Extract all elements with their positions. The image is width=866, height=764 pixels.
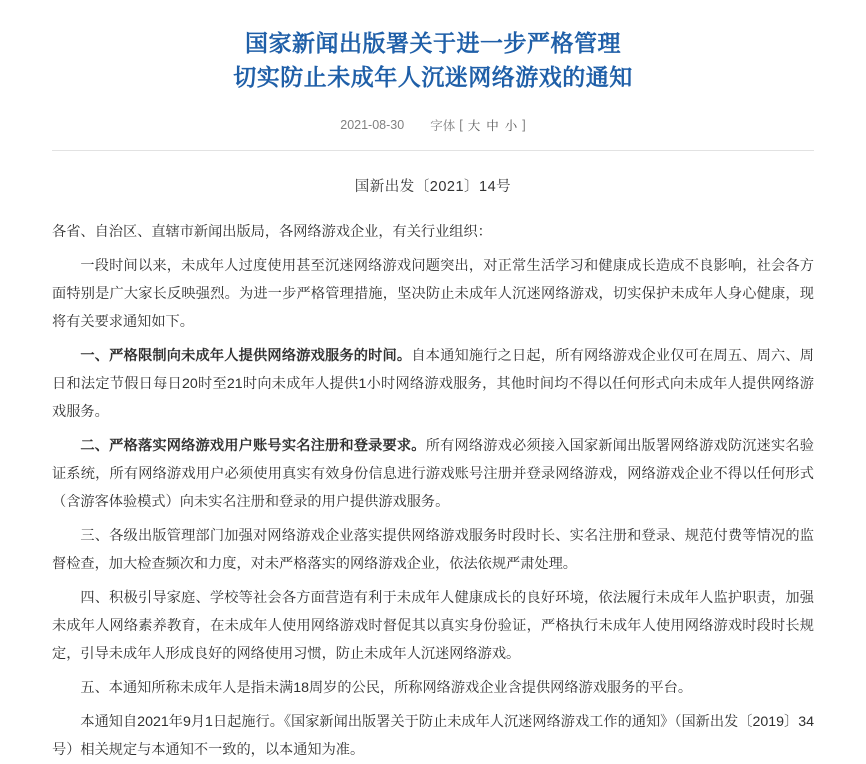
paragraph-lead: 四、积极引导家庭、学校等社会各方面营造有利于未成年人健康成长的良好环境，依法履行未成年人监护职责，加强未成年人网络素养教育，在未成年人使用网络游戏时督促其以真实身份验证，严格执行未成年人使用网络游戏时段时长规定，引导未成年人形成良好的网络使用习惯，防止未成年人沉迷网络游戏。 (52, 590, 814, 662)
paragraph-lead: 一、严格限制向未成年人提供网络游戏服务的时间。 (80, 348, 412, 364)
paragraph-item-2 (52, 432, 814, 516)
paragraph-intro (52, 252, 814, 336)
header-divider (52, 150, 814, 151)
paragraph-text: 各省、自治区、直辖市新闻出版局，各网络游戏企业，有关行业组织： (52, 224, 492, 240)
publish-date: 2021-08-30 (340, 118, 405, 132)
paragraph-item-3 (52, 522, 814, 578)
bracket-close: ] (522, 118, 526, 132)
font-size-medium[interactable]: 中 (486, 119, 499, 133)
paragraph-text: 所有网络游戏必须接入国家新闻出版署网络游戏防沉迷实名验证系统，所有网络游戏用户必须使用真实有效身份信息进行游戏账号注册并登录网络游戏，网络游戏企业不得以任何形式（含游客体验模式）向未实名注册和登录的用户提供游戏服务。 (52, 438, 814, 510)
paragraph-effective-date (52, 708, 814, 764)
paragraph-item-5 (52, 674, 814, 702)
paragraph-lead: 五、本通知所称未成年人是指未满18周岁的公民，所称网络游戏企业含提供网络游戏服务的平台。 (80, 680, 693, 696)
paragraph-salutation (52, 218, 814, 246)
page-title (52, 0, 814, 94)
paragraph-lead: 二、严格落实网络游戏用户账号实名注册和登录要求。 (80, 438, 426, 454)
paragraph-text: 本通知自2021年9月1日起施行。《国家新闻出版署关于防止未成年人沉迷网络游戏工作的通知》（国新出发〔2019〕34号）相关规定与本通知不一致的，以本通知为准。 (52, 714, 814, 758)
font-size-large[interactable]: 大 (467, 119, 481, 133)
page-title-line-1: 国家新闻出版署关于进一步严格管理 (245, 30, 621, 56)
font-size-small[interactable]: 小 (504, 119, 518, 133)
paragraph-lead: 三、各级出版管理部门加强对网络游戏企业落实提供网络游戏服务时段时长、实名注册和登录、规范付费等情况的监督检查， (52, 528, 814, 572)
page-title-line-2: 切实防止未成年人沉迷网络游戏的通知 (233, 64, 633, 90)
document-body (52, 218, 814, 764)
meta-bar (52, 116, 814, 134)
paragraph-text: 一段时间以来，未成年人过度使用甚至沉迷网络游戏问题突出，对正常生活学习和健康成长造成不良影响，社会各方面特别是广大家长反映强烈。为进一步严格管理措施，坚决防止未成年人沉迷网络游戏，切实保护未成年人身心健康，现将有关要求通知如下。 (52, 258, 814, 330)
font-size-control (430, 116, 526, 134)
paragraph-item-1 (52, 342, 814, 426)
font-size-label: 字体 (430, 119, 456, 133)
paragraph-text: 自本通知施行之日起，所有网络游戏企业仅可在周五、周六、周日和法定节假日每日20时至21时向未成年人提供1小时网络游戏服务，其他时间均不得以任何形式向未成年人提供网络游戏服务。 (52, 348, 814, 420)
paragraph-item-4 (52, 584, 814, 668)
document-number: 国新出发〔2021〕14号 (354, 179, 512, 195)
bracket-open: [ (459, 118, 463, 132)
paragraph-text: 加大检查频次和力度，对未严格落实的网络游戏企业，依法依规严肃处理。 (108, 556, 577, 572)
